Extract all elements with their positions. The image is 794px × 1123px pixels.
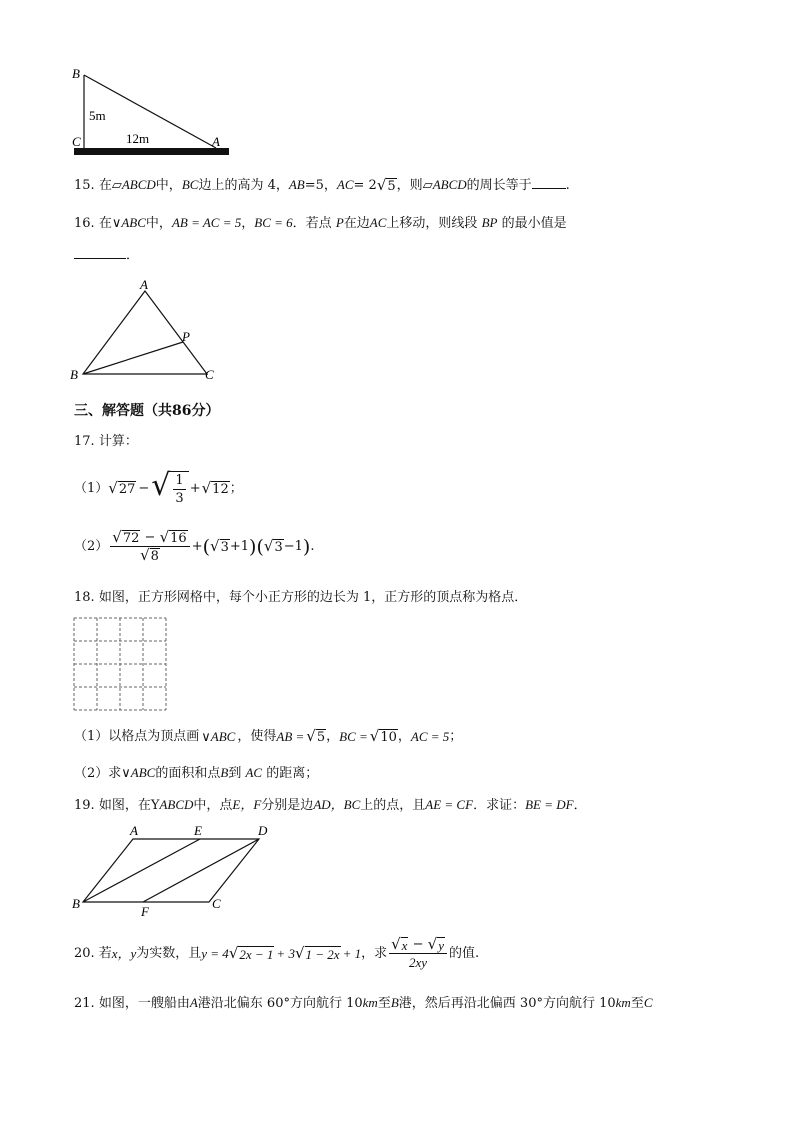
q17-p1-end: ；: [229, 481, 243, 496]
question-17-part-2: （2） √ 72 − √ 16 √ 8 + ( √ 3 +1 ) ( √ 3 −1 ) .: [74, 527, 315, 564]
question-18-part-2: [74, 764, 318, 783]
q20-plus3: + 3: [276, 945, 295, 961]
q18-number: 18.: [74, 590, 95, 605]
q16-text: 在: [98, 216, 112, 231]
parallelogram-symbol: ▱: [422, 178, 433, 193]
q16-abc: ABC: [121, 215, 146, 230]
q18-p2-ac: AC: [245, 765, 263, 780]
label-side-bc: 5m: [89, 108, 106, 123]
sqrt-1-2x: √ 1 − 2x: [294, 943, 340, 962]
q16-end: ．: [126, 248, 140, 263]
q18-p1-text: ，使得: [237, 729, 277, 744]
segment-fd: [143, 839, 259, 902]
q16-text: ．若点: [292, 216, 332, 231]
q16-text: ，: [241, 216, 255, 231]
segment-be: [83, 839, 200, 902]
question-17: [74, 433, 138, 451]
q16-bp: BP: [481, 215, 498, 230]
q18-p2-triangle: ∨ABC: [121, 765, 156, 780]
sqrt-12: √ 12: [201, 479, 229, 497]
q15-number: 15.: [74, 178, 95, 193]
answer-blank[interactable]: [532, 176, 566, 189]
q20-text: ，求: [361, 945, 388, 961]
label-c: C: [72, 134, 81, 149]
question-16: [74, 214, 567, 233]
q17-p2-fraction: √ 72 − √ 16 √ 8: [110, 529, 189, 564]
triangle-symbol: ∨: [111, 216, 122, 231]
section-title: 三、解答题（共86分）: [74, 403, 220, 419]
q15-text: 中，: [155, 178, 182, 193]
q19-eq: AE = CF: [425, 797, 474, 812]
q15-text: =5，: [304, 178, 337, 193]
q16-ac: AC: [369, 215, 387, 230]
right-triangle-figure: [66, 64, 236, 160]
q16-eq2: BC = 6: [254, 215, 293, 230]
q21-a: A: [189, 995, 198, 1010]
q17-p2-label: （2）: [74, 538, 109, 554]
q18-p1-ac: AC = 5: [410, 729, 450, 744]
label-b: B: [72, 896, 80, 911]
label-c: C: [212, 896, 221, 911]
q19-text: 中，点: [193, 798, 233, 813]
q20-text: 为实数，且: [136, 945, 202, 961]
sqrt-5: √ 5: [306, 727, 326, 745]
q15-end: .: [565, 178, 570, 193]
parallelogram-figure: [66, 822, 286, 922]
q15-shape: ABCD: [432, 177, 467, 192]
question-15: [74, 176, 570, 195]
q16-text: 在边: [343, 216, 370, 231]
label-f: F: [141, 904, 149, 919]
question-20: [74, 936, 479, 971]
q21-text: 至: [630, 996, 644, 1011]
q17-p2-end: .: [310, 538, 315, 554]
q20-number: 20.: [74, 945, 95, 961]
q18-text: 如图，正方形网格中，每个小正方形的边长为 1，正方形的顶点称为格点．: [98, 590, 528, 605]
sqrt-3: √ 3: [210, 536, 229, 555]
parallelogram-abcd: [83, 839, 259, 902]
q19-text: 上的点，且: [360, 798, 426, 813]
q20-text: 若: [98, 945, 112, 961]
q21-km: km: [615, 995, 631, 1010]
label-a: A: [130, 823, 138, 838]
q19-adbc: AD，BC: [313, 797, 361, 812]
q18-p1-ab: AB =: [276, 729, 305, 744]
q19-abcd: ABCD: [159, 797, 194, 812]
plus-sign: +: [189, 481, 201, 496]
question-18: [74, 589, 527, 607]
q15-text: = 2: [353, 178, 377, 193]
q15-shape: ABCD: [121, 177, 156, 192]
label-a: A: [140, 277, 148, 292]
q19-text: ．求证：: [473, 798, 526, 813]
ground-bar: [74, 148, 229, 155]
sqrt-5: √ 5: [376, 175, 396, 194]
q15-text: 的周长等于: [466, 178, 532, 193]
q21-km: km: [362, 995, 378, 1010]
q21-number: 21.: [74, 996, 95, 1011]
q19-end: ．: [573, 798, 587, 813]
question-19: [74, 796, 587, 815]
q17-title: 计算：: [98, 434, 138, 449]
label-p: P: [182, 329, 190, 344]
answer-blank[interactable]: [74, 246, 126, 259]
q18-p2-end: 的距离；: [266, 766, 319, 781]
q18-p2-label: （2）求: [74, 766, 122, 781]
q18-p1-label: （1）以格点为顶点画: [74, 729, 200, 744]
label-e: E: [194, 823, 202, 838]
q19-ef: E，F: [232, 797, 262, 812]
q20-text: 的值.: [448, 945, 480, 961]
label-side-ca: 12m: [126, 131, 150, 146]
q15-ab: AB: [288, 177, 305, 192]
question-16-blank-line: [74, 246, 139, 265]
q18-p1-triangle: ∨ABC: [201, 729, 236, 744]
triangle-p-figure: [66, 276, 226, 386]
parallelogram-symbol: ▱: [111, 178, 122, 193]
question-18-part-1: （1）以格点为顶点画 ∨ABC ，使得 AB = √ 5 ， BC = √ 10 ， AC = 5 ；: [74, 727, 463, 745]
q19-text: 分别是边: [261, 798, 314, 813]
q18-p1-bc: BC =: [339, 729, 368, 744]
sqrt-2x-1: √ 2x − 1: [228, 943, 274, 962]
label-c: C: [205, 367, 214, 382]
square-grid-figure: [73, 617, 169, 713]
q21-b: B: [390, 995, 399, 1010]
sqrt-27: √ 27: [108, 479, 136, 497]
q16-text: 的最小值是: [501, 216, 567, 231]
q21-text: 港沿北偏东 60°方向航行 10: [197, 996, 363, 1011]
q19-number: 19.: [74, 798, 95, 813]
q16-eq1: AB = AC = 5: [171, 215, 242, 230]
sqrt-3: √ 3: [263, 536, 283, 555]
minus-one: −1: [283, 538, 303, 554]
q16-p: P: [335, 215, 344, 230]
q17-number: 17.: [74, 434, 95, 449]
q18-p2-text: 的面积和点: [155, 766, 221, 781]
q21-text: 港，然后再沿北偏西 30°方向航行 10: [398, 996, 616, 1011]
label-a: A: [212, 134, 220, 149]
plus-sign: +: [191, 538, 203, 554]
plus-one: +1: [229, 538, 250, 554]
q15-text: ，则: [396, 178, 423, 193]
q19-proof: BE = DF: [525, 797, 574, 812]
sqrt-10: √ 10: [369, 727, 397, 745]
segment-bp: [83, 342, 183, 374]
q15-bc: BC: [181, 177, 199, 192]
q18-p2-text: 到: [228, 766, 242, 781]
parallelogram-symbol: Y: [150, 798, 160, 813]
q15-text: 边上的高为 4，: [198, 178, 289, 193]
q18-p2-b: B: [220, 765, 229, 780]
q16-text: 中，: [145, 216, 172, 231]
question-21: [74, 994, 653, 1013]
question-17-part-1: [74, 468, 243, 507]
label-d: D: [258, 823, 268, 838]
q20-plus1: + 1: [342, 945, 362, 961]
q19-text: 如图，在: [98, 798, 151, 813]
minus-sign: −: [138, 481, 150, 496]
q16-text: 上移动，则线段: [386, 216, 478, 231]
q15-text: 在: [98, 178, 112, 193]
q15-ac: AC: [336, 177, 354, 192]
label-b: B: [70, 367, 78, 382]
q21-text: 如图，一艘船由: [98, 996, 190, 1011]
q21-c: C: [643, 995, 653, 1010]
q21-text: 至: [377, 996, 391, 1011]
q17-p1-label: （1）: [74, 481, 109, 496]
label-b: B: [72, 66, 80, 81]
sqrt-one-third: √ $\frac{1}{3}$: [151, 471, 188, 507]
q20-y: y = 4: [201, 945, 229, 961]
q20-xy: x，y: [111, 945, 137, 961]
q20-fraction: √ x − √ y 2xy: [389, 936, 447, 971]
q16-number: 16.: [74, 216, 95, 231]
